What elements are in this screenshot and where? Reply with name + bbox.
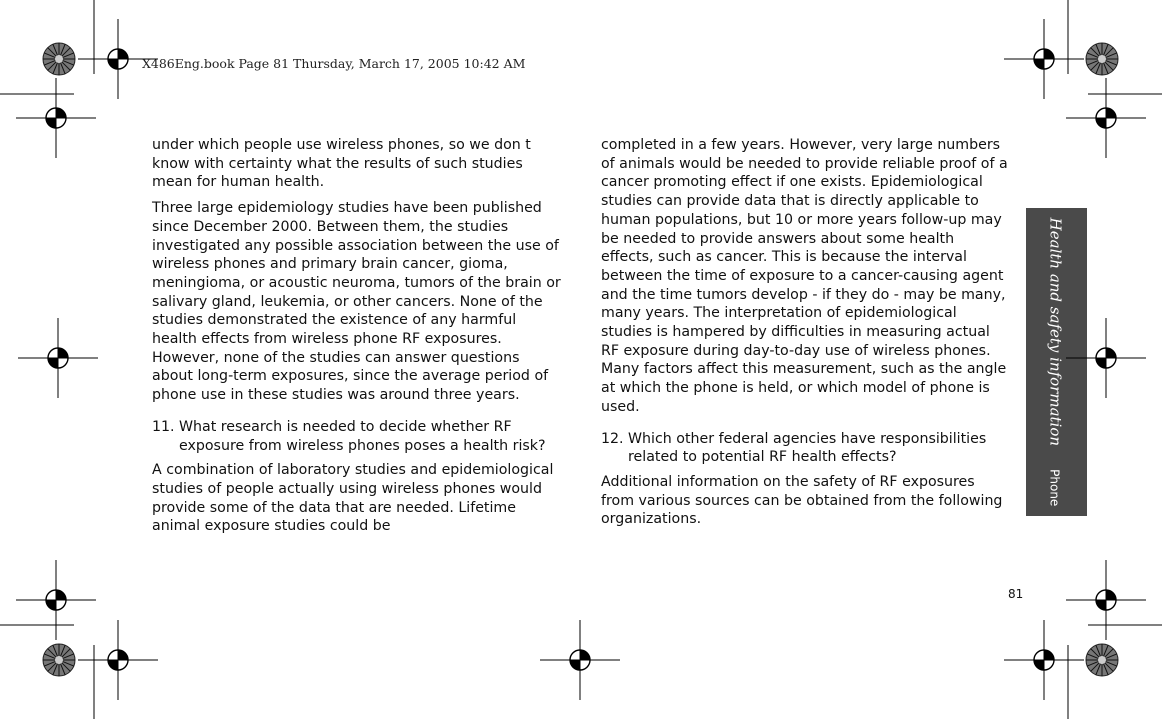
left-paragraph-1: under which people use wireless phones, so we don t know with certainty what the results of such studies mean for human health. (152, 137, 531, 191)
registration-mark-icon (16, 560, 96, 640)
right-paragraph-1: completed in a few years. However, very large numbers of animals would be needed to provide reliable proof of a cancer promoting effect if one exists. Epidemiological studies can provide data that is directly applicable to human populations, but 10 or more years follow-up may be needed to provide answers about some health effects, such as cancer. This is because the interval between the time of exposure to a cancer-causing agent and the time tumors develop - if they do - may be many, many years. The interpretation of epidemiological studies is hampered by difficulties in measuring actual RF exposure during day-to-day use of wireless phones. Many factors affect this measurement, such as the angle at which the phone is held, or which model of phone is used. (601, 137, 1008, 415)
question-12-text: Which other federal agencies have responsibilities related to potential RF health effects? (628, 430, 987, 466)
registration-mark-icon (540, 620, 620, 700)
question-11-number: 11. (152, 418, 175, 435)
registration-mark-icon (78, 19, 158, 99)
page-number: 81 (1008, 587, 1024, 601)
print-header: X486Eng.book Page 81 Thursday, March 17, 2005 10:42 AM (142, 56, 526, 71)
right-paragraph-2: Additional information on the safety of RF exposures from various sources can be obtained from the following organizations. (601, 473, 1003, 528)
registration-mark-icon (1066, 318, 1146, 398)
color-target-icon (43, 43, 75, 75)
side-tab-subtitle: Phone (1047, 469, 1062, 507)
registration-mark-icon (1066, 560, 1146, 640)
color-target-icon (43, 644, 75, 676)
left-paragraph-2: Three large epidemiology studies have been published since December 2000. Between them, the studies investigated any possible association between the use of wireless phones and primary brain cancer, gioma, meningioma, or acoustic neuroma, tumors of the brain or salivary gland, leukemia, or other cancers. None of the studies demonstrated the existence of any harmful health effects from wireless phone RF exposures. However, none of the studies can answer questions about long-term exposures, since the average period of phone use in these studies was around three years. (152, 200, 561, 404)
registration-mark-icon (1004, 620, 1084, 700)
registration-mark-icon (18, 318, 98, 398)
registration-mark-icon (1066, 78, 1146, 158)
registration-mark-icon (16, 78, 96, 158)
side-tab-title: Health and safety information (1046, 217, 1065, 447)
question-12-number: 12. (601, 430, 624, 447)
question-11-text: What research is needed to decide whether RF exposure from wireless phones poses a health risk? (179, 418, 546, 454)
registration-mark-icon (78, 620, 158, 700)
registration-mark-icon (1004, 19, 1084, 99)
color-target-icon (1086, 644, 1118, 676)
color-target-icon (1086, 43, 1118, 75)
left-paragraph-3: A combination of laboratory studies and epidemiological studies of people actually using wireless phones would provide some of the data that are needed. Lifetime animal exposure studies could be (152, 462, 554, 535)
